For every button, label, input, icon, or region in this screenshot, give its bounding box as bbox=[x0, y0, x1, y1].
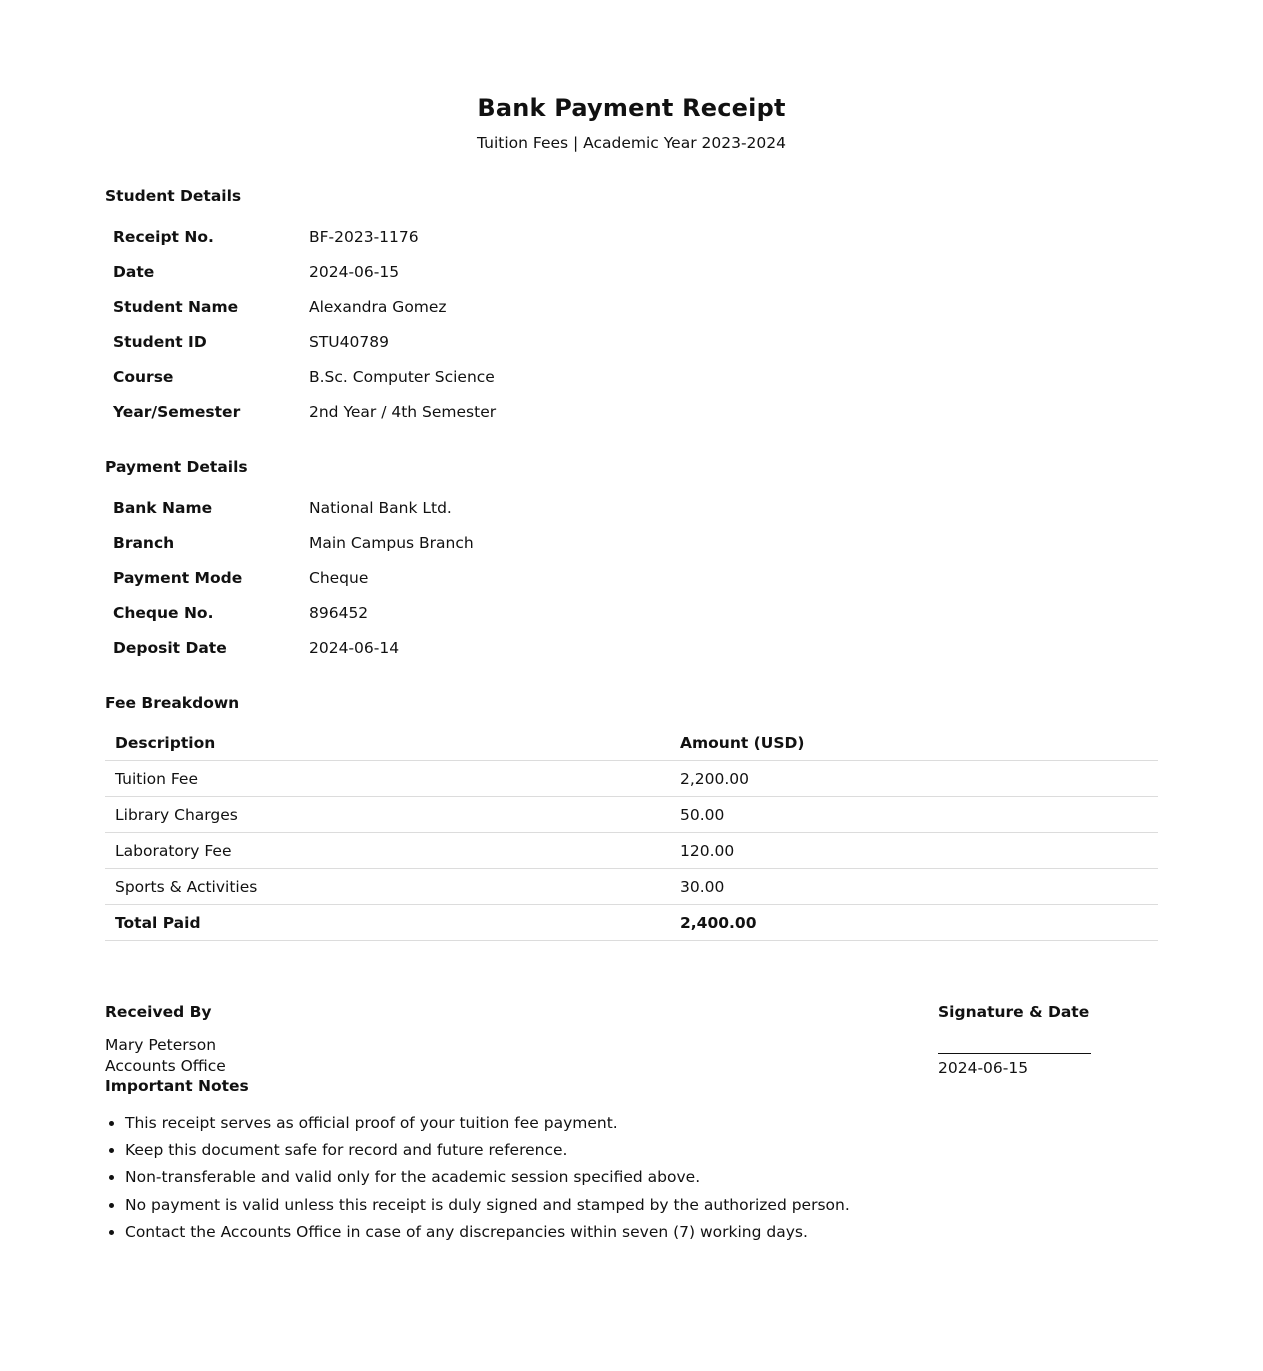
received-by-block bbox=[105, 1003, 226, 1077]
receiver-office: Accounts Office bbox=[105, 1057, 226, 1075]
student-detail-value: Alexandra Gomez bbox=[309, 297, 447, 316]
signature-heading: Signature & Date bbox=[938, 1003, 1090, 1021]
fee-total-label: Total Paid bbox=[115, 913, 201, 932]
payment-detail-row bbox=[113, 595, 813, 630]
fee-row bbox=[105, 833, 1158, 869]
signature-line bbox=[938, 1037, 1091, 1054]
student-detail-label: Year/Semester bbox=[113, 402, 241, 421]
student-detail-row bbox=[113, 359, 813, 394]
payment-detail-label: Deposit Date bbox=[113, 638, 227, 657]
payment-detail-value: National Bank Ltd. bbox=[309, 498, 452, 517]
payment-detail-label: Branch bbox=[113, 533, 175, 552]
notes-list bbox=[105, 1113, 850, 1249]
student-detail-label: Date bbox=[113, 262, 155, 281]
payment-detail-row bbox=[113, 560, 813, 595]
fee-breakdown-heading: Fee Breakdown bbox=[105, 694, 240, 712]
fee-row bbox=[105, 761, 1158, 797]
student-detail-value: 2nd Year / 4th Semester bbox=[309, 402, 497, 421]
fee-amount: 2,200.00 bbox=[680, 769, 750, 788]
fee-amount: 30.00 bbox=[680, 877, 725, 896]
student-detail-value: STU40789 bbox=[309, 332, 389, 351]
important-notes-heading: Important Notes bbox=[105, 1077, 249, 1095]
student-detail-label: Student Name bbox=[113, 297, 239, 316]
student-detail-value: B.Sc. Computer Science bbox=[309, 367, 495, 386]
payment-detail-value: Main Campus Branch bbox=[309, 533, 474, 552]
payment-detail-value: Cheque bbox=[309, 568, 369, 587]
payment-detail-label: Bank Name bbox=[113, 498, 213, 517]
signature-date: 2024-06-15 bbox=[938, 1059, 1029, 1077]
fee-amount: 120.00 bbox=[680, 841, 735, 860]
payment-detail-value: 896452 bbox=[309, 603, 369, 622]
student-detail-label: Receipt No. bbox=[113, 227, 214, 246]
note-item: • Keep this document safe for record and future reference. bbox=[125, 1140, 850, 1167]
payment-detail-label: Payment Mode bbox=[113, 568, 243, 587]
fee-row bbox=[105, 869, 1158, 905]
fee-breakdown-table bbox=[105, 725, 1158, 941]
fee-description: Tuition Fee bbox=[115, 769, 199, 788]
note-item: • No payment is valid unless this receipt is duly signed and stamped by the authorized person. bbox=[125, 1195, 850, 1222]
student-detail-row bbox=[113, 219, 813, 254]
student-detail-value: 2024-06-15 bbox=[309, 262, 400, 281]
fee-description: Library Charges bbox=[115, 805, 238, 824]
note-item: • This receipt serves as official proof of your tuition fee payment. bbox=[125, 1113, 850, 1140]
fee-amount: 50.00 bbox=[680, 805, 725, 824]
fee-description: Laboratory Fee bbox=[115, 841, 232, 860]
student-detail-row bbox=[113, 254, 813, 289]
note-item: • Contact the Accounts Office in case of any discrepancies within seven (7) working days. bbox=[125, 1222, 850, 1249]
payment-details-table bbox=[113, 490, 813, 665]
receipt-subtitle: Tuition Fees | Academic Year 2023-2024 bbox=[477, 134, 786, 152]
student-detail-label: Student ID bbox=[113, 332, 207, 351]
receipt-title: Bank Payment Receipt bbox=[477, 94, 786, 122]
student-detail-row bbox=[113, 394, 813, 429]
student-details-heading: Student Details bbox=[105, 187, 242, 205]
received-by-heading: Received By bbox=[105, 1003, 212, 1021]
fee-description: Sports & Activities bbox=[115, 877, 258, 896]
payment-detail-value: 2024-06-14 bbox=[309, 638, 400, 657]
payment-detail-row bbox=[113, 630, 813, 665]
column-header-amount: Amount (USD) bbox=[680, 733, 805, 752]
payment-detail-row bbox=[113, 490, 813, 525]
fee-total-amount: 2,400.00 bbox=[680, 913, 757, 932]
student-detail-row bbox=[113, 289, 813, 324]
payment-detail-row bbox=[113, 525, 813, 560]
signature-block bbox=[938, 1003, 1091, 1079]
note-item: • Non-transferable and valid only for the academic session specified above. bbox=[125, 1167, 850, 1194]
student-detail-row bbox=[113, 324, 813, 359]
column-header-description: Description bbox=[115, 733, 216, 752]
student-detail-value: BF-2023-1176 bbox=[309, 227, 419, 246]
fee-table-header bbox=[105, 725, 1158, 761]
receiver-name: Mary Peterson bbox=[105, 1036, 217, 1054]
important-notes-block bbox=[105, 1077, 850, 1249]
student-details-table bbox=[113, 219, 813, 429]
payment-detail-label: Cheque No. bbox=[113, 603, 214, 622]
fee-total-row bbox=[105, 905, 1158, 941]
payment-details-heading: Payment Details bbox=[105, 458, 248, 476]
student-detail-label: Course bbox=[113, 367, 174, 386]
fee-row bbox=[105, 797, 1158, 833]
